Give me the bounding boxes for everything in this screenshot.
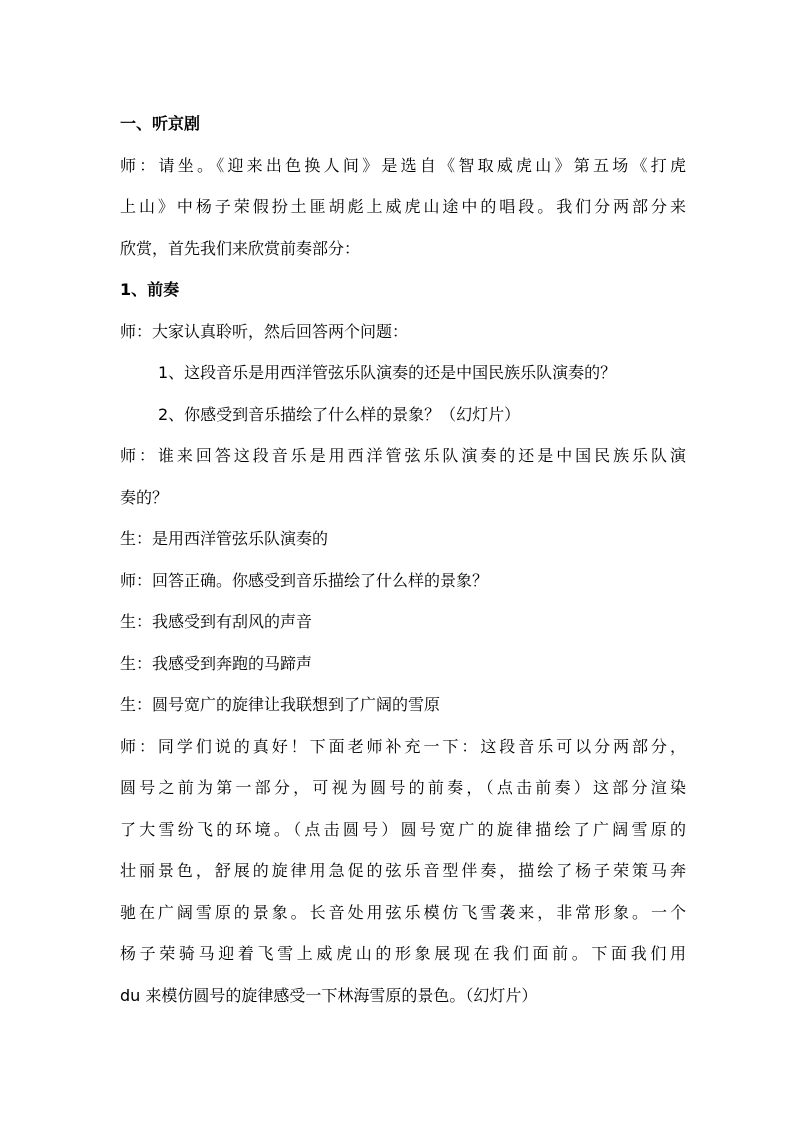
paragraph-line: 师：谁来回答这段音乐是用西洋管弦乐队演奏的还是中国民族乐队演 <box>120 446 686 465</box>
question-item: 2、你感受到音乐描绘了什么样的景象？（幻灯片） <box>158 404 521 424</box>
paragraph-line: 上山》中杨子荣假扮土匪胡彪上威虎山途中的唱段。我们分两部分来 <box>120 197 686 216</box>
paragraph-line: 壮丽景色，舒展的旋律用急促的弦乐音型伴奏，描绘了杨子荣策马奔 <box>120 861 686 880</box>
paragraph-line: 师：大家认真聆听，然后回答两个问题： <box>120 321 409 341</box>
subsection-heading: 1、前奏 <box>120 280 180 299</box>
paragraph-line: 圆号之前为第一部分，可视为圆号的前奏，（点击前奏）这部分渲染 <box>120 778 686 797</box>
paragraph-line: 奏的？ <box>120 487 169 507</box>
dialogue-line: 生：我感受到奔跑的马蹄声 <box>120 653 313 673</box>
paragraph-line: 师：请坐。《迎来出色换人间》是选自《智取威虎山》第五场《打虎 <box>120 155 686 175</box>
paragraph-line: 杨子荣骑马迎着飞雪上威虎山的形象展现在我们面前。下面我们用 <box>120 944 686 963</box>
paragraph-line: 欣赏，首先我们来欣赏前奏部分： <box>120 238 361 258</box>
paragraph-line: 了大雪纷飞的环境。（点击圆号）圆号宽广的旋律描绘了广阔雪原的 <box>120 819 686 839</box>
dialogue-line: 生：是用西洋管弦乐队演奏的 <box>120 529 329 548</box>
paragraph-line: du 来模仿圆号的旋律感受一下林海雪原的景色。（幻灯片） <box>120 985 538 1005</box>
paragraph-line: 驰在广阔雪原的景象。长音处用弦乐模仿飞雪袭来，非常形象。一个 <box>120 902 686 922</box>
dialogue-line: 生：圆号宽广的旋律让我联想到了广阔的雪原 <box>120 695 441 714</box>
dialogue-line: 师：回答正确。你感受到音乐描绘了什么样的景象？ <box>120 570 489 590</box>
dialogue-line: 生：我感受到有刮风的声音 <box>120 612 313 631</box>
section-heading: 一、听京剧 <box>120 114 201 133</box>
paragraph-line: 师：同学们说的真好！下面老师补充一下：这段音乐可以分两部分， <box>120 736 686 756</box>
question-item: 1、这段音乐是用西洋管弦乐队演奏的还是中国民族乐队演奏的？ <box>158 363 617 382</box>
